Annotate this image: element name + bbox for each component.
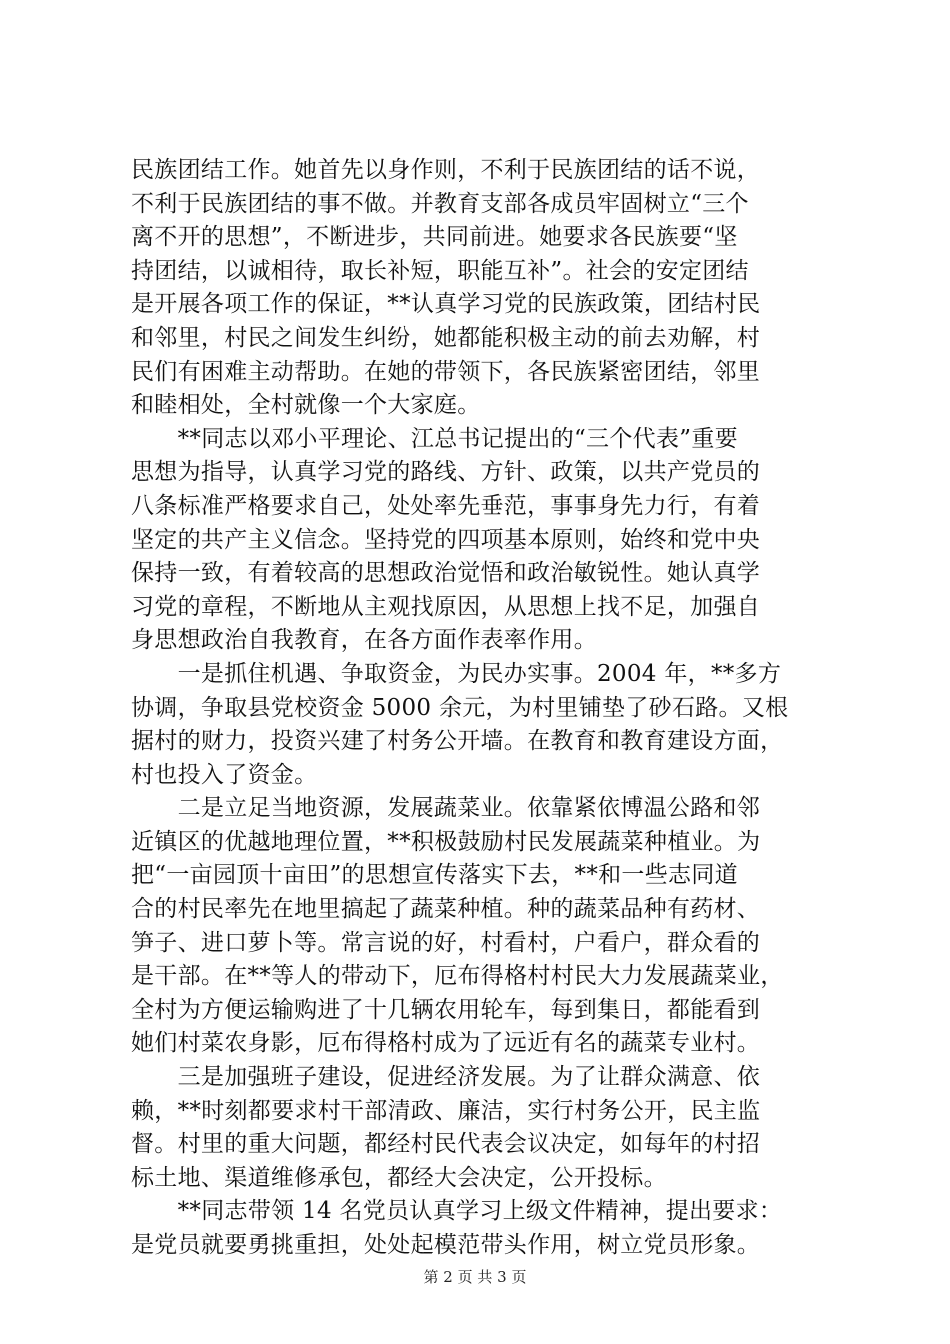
text-line: 一是抓住机遇、争取资金，为民办实事。2004 年，**多方 [131, 660, 782, 687]
text-line: 督。村里的重大问题，都经村民代表会议决定，如每年的村招 [131, 1131, 761, 1158]
text-line: 据村的财力，投资兴建了村务公开墙。在教育和教育建设方面， [131, 728, 784, 755]
text-line: 村也投入了资金。 [131, 761, 318, 788]
text-line: 习党的章程，不断地从主观找原因，从思想上找不足，加强自 [131, 593, 761, 620]
text-line: 和邻里，村民之间发生纠纷，她都能积极主动的前去劝解，村 [131, 324, 761, 351]
text-line: 她们村菜农身影，厄布得格村成为了远近有名的蔬菜专业村。 [131, 1030, 761, 1057]
text-line: **同志带领 14 名党员认真学习上级文件精神，提出要求： [131, 1198, 783, 1225]
text-line: 三是加强班子建设，促进经济发展。为了让群众满意、依 [131, 1064, 761, 1091]
page-footer: 第 2 页 共 3 页 [423, 1268, 527, 1286]
text-line: 和睦相处，全村就像一个大家庭。 [131, 392, 481, 419]
text-line: 民族团结工作。她首先以身作则，不利于民族团结的话不说， [131, 157, 761, 183]
text-line: 二是立足当地资源，发展蔬菜业。依靠紧依博温公路和邻 [131, 795, 761, 822]
text-line: 近镇区的优越地理位置，**积极鼓励村民发展蔬菜种植业。为 [131, 828, 761, 855]
text-line: 把“一亩园顶十亩田”的思想宣传落实下去，**和一些志同道 [131, 862, 738, 889]
text-line: 离不开的思想”，不断进步，共同前进。她要求各民族要“坚 [131, 224, 738, 251]
text-line: 持团结，以诚相待，取长补短，职能互补”。社会的安定团结 [131, 257, 749, 284]
text-line: 坚定的共产主义信念。坚持党的四项基本原则，始终和党中央 [131, 526, 761, 553]
body-text [131, 154, 831, 1263]
text-line: **同志以邓小平理论、江总书记提出的“三个代表”重要 [131, 425, 738, 452]
text-line: 是党员就要勇挑重担，处处起模范带头作用，树立党员形象。 [131, 1232, 761, 1258]
text-line: 合的村民率先在地里搞起了蔬菜种植。种的蔬菜品种有药材、 [131, 896, 761, 923]
text-line: 笋子、进口萝卜等。常言说的好，村看村，户看户，群众看的 [131, 929, 761, 956]
text-line: 协调，争取县党校资金 5000 余元，为村里铺垫了砂石路。又根 [131, 694, 789, 721]
text-line: 身思想政治自我教育，在各方面作表率作用。 [131, 627, 597, 654]
text-line: 民们有困难主动帮助。在她的带领下，各民族紧密团结，邻里 [131, 358, 761, 385]
text-line: 是干部。在**等人的带动下，厄布得格村村民大力发展蔬菜业， [131, 963, 784, 990]
text-line: 全村为方便运输购进了十几辆农用轮车，每到集日，都能看到 [131, 996, 761, 1023]
text-line: 保持一致，有着较高的思想政治觉悟和政治敏锐性。她认真学 [131, 560, 761, 587]
text-line: 不利于民族团结的事不做。并教育支部各成员牢固树立“三个 [131, 190, 749, 217]
text-line: 八条标准严格要求自己，处处率先垂范，事事身先力行，有着 [131, 492, 761, 519]
text-line: 赖，**时刻都要求村干部清政、廉洁，实行村务公开，民主监 [131, 1097, 761, 1124]
text-line: 标土地、渠道维修承包，都经大会决定，公开投标。 [131, 1164, 667, 1191]
text-line: 思想为指导，认真学习党的路线、方针、政策，以共产党员的 [131, 459, 761, 486]
text-line: 是开展各项工作的保证，**认真学习党的民族政策，团结村民 [131, 291, 761, 318]
